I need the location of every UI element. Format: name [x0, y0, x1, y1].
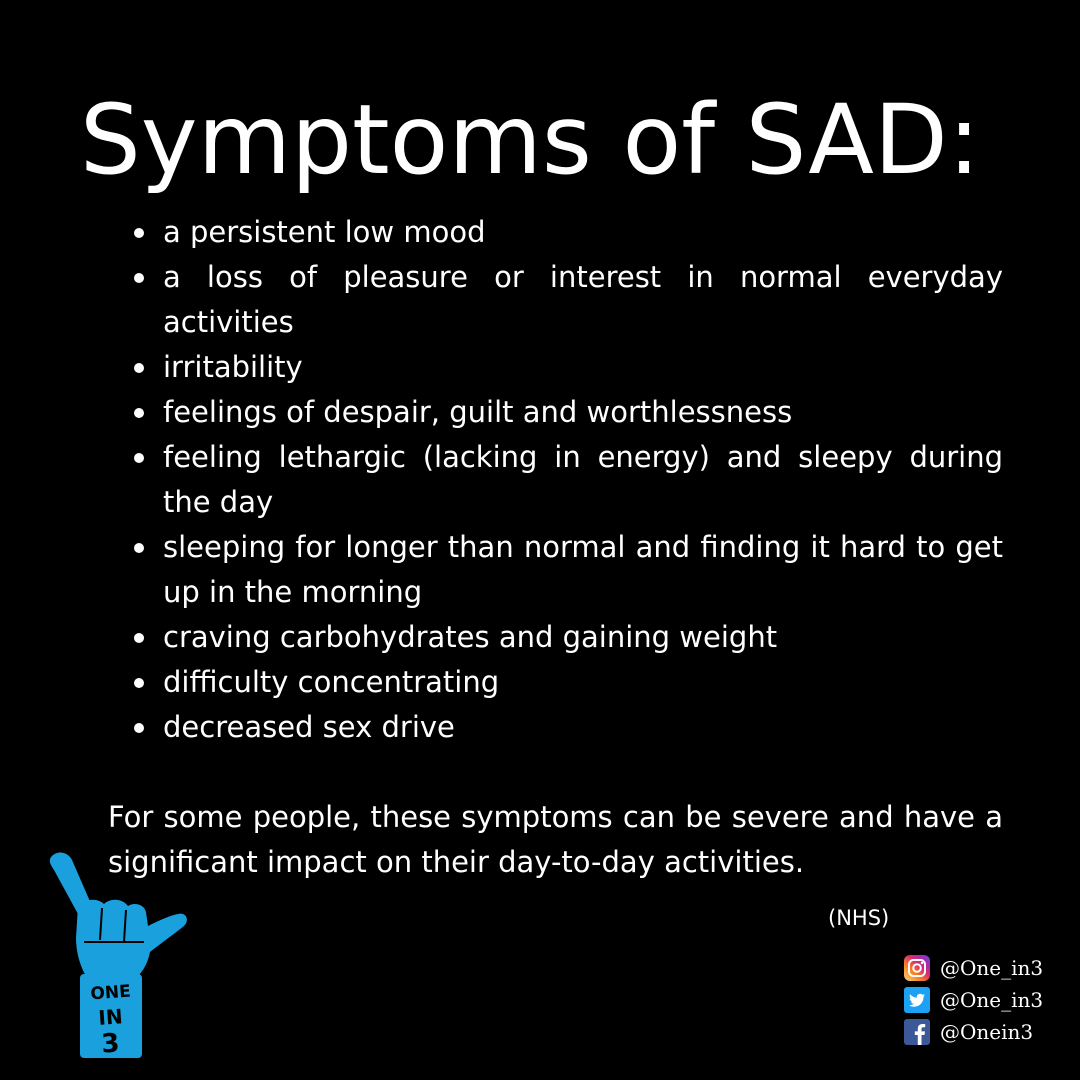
- social-row-facebook[interactable]: [904, 1016, 1074, 1048]
- symptom-item: [163, 390, 1003, 435]
- facebook-handle: @Onein3: [940, 1020, 1034, 1044]
- page-title: Symptoms of SAD:: [79, 84, 981, 196]
- shaka-hand-logo-icon: [40, 848, 190, 1060]
- bullet-icon: [134, 273, 144, 283]
- bullet-icon: [134, 633, 144, 643]
- svg-text:ONE: ONE: [89, 981, 132, 1005]
- bullet-icon: [134, 543, 144, 553]
- bullet-icon: [134, 228, 144, 238]
- symptom-item: [163, 615, 1003, 660]
- source-citation: (NHS): [828, 906, 890, 930]
- social-handles: [904, 952, 1074, 1048]
- symptom-text: feelings of despair, guilt and worthlessness: [163, 395, 793, 429]
- symptom-item: [163, 660, 1003, 705]
- twitter-icon: [904, 987, 930, 1013]
- symptom-item: [163, 435, 1003, 525]
- instagram-handle: @One_in3: [940, 956, 1044, 980]
- symptom-text: decreased sex drive: [163, 710, 455, 744]
- symptom-text: difficulty concentrating: [163, 665, 500, 699]
- symptom-item: [163, 255, 1003, 345]
- symptom-item: [163, 705, 1003, 750]
- twitter-handle: @One_in3: [940, 988, 1044, 1012]
- social-row-instagram[interactable]: [904, 952, 1074, 984]
- bullet-icon: [134, 678, 144, 688]
- symptom-text: a loss of pleasure or interest in normal everyday activities: [163, 260, 1003, 339]
- instagram-icon: [904, 955, 930, 981]
- bullet-icon: [134, 363, 144, 373]
- social-row-twitter[interactable]: [904, 984, 1074, 1016]
- symptom-text: sleeping for longer than normal and finding it hard to get up in the morning: [163, 530, 1003, 609]
- symptom-list: [163, 210, 1003, 750]
- svg-text:IN: IN: [97, 1004, 124, 1030]
- summary-text: For some people, these symptoms can be severe and have a significant impact on their day-to-day activities.: [108, 800, 1003, 879]
- symptom-item: [163, 210, 1003, 255]
- symptom-text: irritability: [163, 350, 303, 384]
- bullet-icon: [134, 408, 144, 418]
- facebook-icon: [904, 1019, 930, 1045]
- symptom-item: [163, 525, 1003, 615]
- symptom-text: a persistent low mood: [163, 215, 486, 249]
- svg-text:3: 3: [100, 1028, 121, 1060]
- bullet-icon: [134, 453, 144, 463]
- symptom-text: feeling lethargic (lacking in energy) and sleepy during the day: [163, 440, 1003, 519]
- symptom-item: [163, 345, 1003, 390]
- bullet-icon: [134, 723, 144, 733]
- symptom-text: craving carbohydrates and gaining weight: [163, 620, 778, 654]
